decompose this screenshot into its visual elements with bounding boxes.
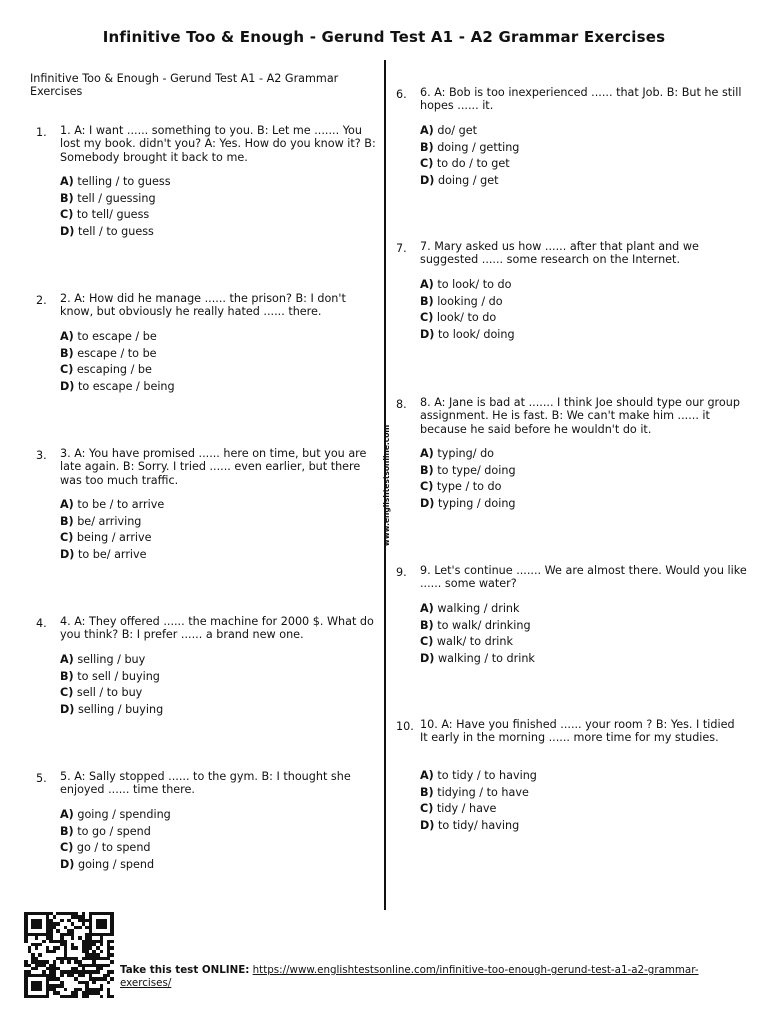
option-text: type / to do bbox=[436, 480, 502, 493]
option-c[interactable] bbox=[420, 635, 535, 652]
option-text: walk/ to drink bbox=[436, 635, 513, 648]
option-d[interactable] bbox=[60, 225, 171, 242]
option-a[interactable] bbox=[420, 447, 516, 464]
take-online-label: Take this test ONLINE: bbox=[120, 964, 250, 976]
option-letter: A) bbox=[60, 330, 74, 343]
question-text: 7. Mary asked us how ...... after that plant and we suggested ...... some research on the Internet. bbox=[420, 240, 699, 267]
option-d[interactable] bbox=[420, 819, 537, 836]
question-number: 9. bbox=[396, 566, 407, 579]
option-letter: A) bbox=[420, 124, 434, 137]
option-text: doing / get bbox=[437, 173, 499, 187]
option-text: to look/ to do bbox=[437, 278, 512, 291]
option-letter: A) bbox=[420, 447, 434, 460]
option-text: doing / getting bbox=[437, 140, 520, 154]
question-text: 6. A: Bob is too inexperienced ...... that Job. B: But he still hopes ...... it. bbox=[420, 86, 742, 113]
option-b[interactable] bbox=[60, 515, 164, 532]
option-letter: A) bbox=[420, 278, 434, 291]
option-text: look/ to do bbox=[436, 311, 497, 324]
answer-options bbox=[60, 498, 164, 564]
option-text: going / spending bbox=[77, 808, 171, 821]
option-c[interactable] bbox=[420, 802, 537, 819]
option-text: do/ get bbox=[437, 124, 477, 137]
option-letter: D) bbox=[60, 857, 75, 871]
watermark-text: www.englishtestsonline.com bbox=[382, 424, 392, 546]
option-text: escape / to be bbox=[77, 346, 157, 360]
option-text: typing / doing bbox=[437, 496, 516, 510]
option-letter: B) bbox=[420, 618, 434, 632]
option-c[interactable] bbox=[60, 208, 171, 225]
option-b[interactable] bbox=[60, 825, 171, 842]
option-b[interactable] bbox=[420, 619, 535, 636]
option-b[interactable] bbox=[420, 141, 519, 158]
answer-options bbox=[60, 175, 171, 241]
option-c[interactable] bbox=[60, 841, 171, 858]
answer-options bbox=[420, 124, 519, 190]
option-text: walking / drink bbox=[437, 602, 520, 615]
option-letter: C) bbox=[60, 363, 74, 376]
option-letter: A) bbox=[420, 602, 434, 615]
option-a[interactable] bbox=[60, 808, 171, 825]
question-text: 1. A: I want ...... something to you. B: Let me ....... You lost my book. didn't you? A: Yes. How do you know it? B: Somebody brought it back to me. bbox=[60, 124, 376, 164]
option-d[interactable] bbox=[420, 497, 516, 514]
option-text: to escape / being bbox=[77, 379, 175, 393]
option-letter: A) bbox=[60, 653, 74, 666]
option-c[interactable] bbox=[420, 311, 515, 328]
option-text: to go / spend bbox=[77, 824, 151, 838]
option-text: tell / to guess bbox=[77, 224, 154, 238]
option-letter: D) bbox=[60, 224, 75, 238]
option-text: to walk/ drinking bbox=[437, 618, 531, 632]
option-text: looking / do bbox=[437, 294, 503, 308]
option-text: walking / to drink bbox=[437, 651, 535, 665]
option-text: tidy / have bbox=[436, 802, 497, 815]
qr-code-icon[interactable] bbox=[24, 912, 114, 998]
question-number: 2. bbox=[36, 294, 47, 307]
option-letter: A) bbox=[60, 498, 74, 511]
option-text: to be / to arrive bbox=[77, 498, 165, 511]
answer-options bbox=[60, 653, 163, 719]
option-letter: D) bbox=[420, 818, 435, 832]
option-d[interactable] bbox=[60, 703, 163, 720]
question-number: 7. bbox=[396, 242, 407, 255]
answer-options bbox=[420, 602, 535, 668]
option-letter: D) bbox=[60, 547, 75, 561]
question-number: 10. bbox=[396, 720, 414, 733]
option-a[interactable] bbox=[60, 175, 171, 192]
option-letter: C) bbox=[420, 635, 434, 648]
option-d[interactable] bbox=[60, 380, 175, 397]
option-text: be/ arriving bbox=[77, 514, 142, 528]
option-b[interactable] bbox=[60, 347, 175, 364]
option-letter: B) bbox=[420, 785, 434, 799]
option-a[interactable] bbox=[60, 498, 164, 515]
question-text: 8. A: Jane is bad at ....... I think Joe should type our group assignment. He is fast. B: We can't make him ...... it because he said before he wouldn't do it. bbox=[420, 396, 740, 436]
question-number: 4. bbox=[36, 617, 47, 630]
option-a[interactable] bbox=[60, 653, 163, 670]
option-text: to look/ doing bbox=[437, 327, 515, 341]
option-b[interactable] bbox=[420, 464, 516, 481]
question-text: 3. A: You have promised ...... here on time, but you are late again. B: Sorry. I tried ...... even earlier, but there was too much traffic. bbox=[60, 447, 367, 487]
option-d[interactable] bbox=[420, 174, 519, 191]
option-letter: D) bbox=[60, 379, 75, 393]
watermark bbox=[381, 420, 393, 550]
option-c[interactable] bbox=[420, 480, 516, 497]
option-text: escaping / be bbox=[76, 363, 152, 376]
answer-options bbox=[420, 278, 515, 344]
option-letter: A) bbox=[60, 175, 74, 188]
option-text: to tidy/ having bbox=[437, 818, 520, 832]
option-text: go / to spend bbox=[76, 841, 151, 854]
option-letter: B) bbox=[60, 514, 74, 528]
page-footer bbox=[0, 908, 768, 1008]
question-number: 8. bbox=[396, 398, 407, 411]
option-letter: A) bbox=[60, 808, 74, 821]
option-b[interactable] bbox=[420, 786, 537, 803]
question-text: 9. Let's continue ....... We are almost there. Would you like ...... some water? bbox=[420, 564, 747, 591]
option-text: to tidy / to having bbox=[437, 769, 537, 782]
option-letter: C) bbox=[60, 841, 74, 854]
option-text: tidying / to have bbox=[437, 785, 529, 799]
option-text: being / arrive bbox=[76, 531, 152, 544]
option-text: selling / buying bbox=[77, 702, 164, 716]
option-letter: B) bbox=[420, 140, 434, 154]
option-a[interactable] bbox=[420, 124, 519, 141]
option-text: to sell / buying bbox=[77, 669, 160, 683]
option-c[interactable] bbox=[60, 686, 163, 703]
option-letter: C) bbox=[420, 311, 434, 324]
option-d[interactable] bbox=[420, 652, 535, 669]
answer-options bbox=[420, 769, 537, 835]
option-text: going / spend bbox=[77, 857, 155, 871]
option-letter: D) bbox=[420, 173, 435, 187]
option-text: to be/ arrive bbox=[77, 547, 147, 561]
option-c[interactable] bbox=[60, 363, 175, 380]
option-c[interactable] bbox=[60, 531, 164, 548]
option-letter: C) bbox=[420, 480, 434, 493]
answer-options bbox=[60, 330, 175, 396]
answer-options bbox=[420, 447, 516, 513]
question-number: 6. bbox=[396, 88, 407, 101]
option-letter: C) bbox=[420, 157, 434, 170]
option-letter: B) bbox=[60, 346, 74, 360]
option-letter: D) bbox=[420, 496, 435, 510]
option-letter: C) bbox=[60, 531, 74, 544]
option-letter: C) bbox=[60, 208, 74, 221]
option-text: to tell/ guess bbox=[76, 208, 150, 221]
option-text: selling / buy bbox=[77, 653, 146, 666]
page-title: Infinitive Too & Enough - Gerund Test A1 - A2 Grammar Exercises bbox=[102, 28, 666, 46]
option-letter: B) bbox=[60, 191, 74, 205]
option-a[interactable] bbox=[60, 330, 175, 347]
option-c[interactable] bbox=[420, 157, 519, 174]
option-a[interactable] bbox=[420, 769, 537, 786]
option-d[interactable] bbox=[60, 858, 171, 875]
question-number: 3. bbox=[36, 449, 47, 462]
option-a[interactable] bbox=[420, 602, 535, 619]
option-letter: B) bbox=[60, 669, 74, 683]
option-a[interactable] bbox=[420, 278, 515, 295]
option-letter: C) bbox=[60, 686, 74, 699]
question-number: 5. bbox=[36, 772, 47, 785]
option-text: to type/ doing bbox=[437, 463, 516, 477]
option-letter: B) bbox=[420, 294, 434, 308]
option-text: telling / to guess bbox=[77, 175, 171, 188]
option-b[interactable] bbox=[60, 192, 171, 209]
question-number: 1. bbox=[36, 126, 47, 139]
question-text: 10. A: Have you finished ...... your room ? B: Yes. I tidied It early in the morning ...... more time for my studies. bbox=[420, 718, 735, 745]
option-text: sell / to buy bbox=[76, 686, 143, 699]
test-url-link[interactable]: https://www.englishtestsonline.com/infinitive-too-enough-gerund-test-a1-a2-grammar-exercises/ bbox=[120, 964, 699, 989]
online-test-link-block bbox=[120, 964, 720, 990]
question-text: 5. A: Sally stopped ...... to the gym. B: I thought she enjoyed ...... time there. bbox=[60, 770, 351, 797]
option-d[interactable] bbox=[60, 548, 164, 565]
worksheet-subtitle: Infinitive Too & Enough - Gerund Test A1 - A2 Grammar Exercises bbox=[30, 72, 339, 99]
option-letter: D) bbox=[420, 327, 435, 341]
option-text: tell / guessing bbox=[77, 191, 156, 205]
question-text: 2. A: How did he manage ...... the prison? B: I don't know, but obviously he really hated ...... there. bbox=[60, 292, 346, 319]
option-text: to escape / be bbox=[77, 330, 157, 343]
option-text: to do / to get bbox=[436, 157, 510, 170]
option-letter: B) bbox=[60, 824, 74, 838]
option-text: typing/ do bbox=[437, 447, 495, 460]
option-letter: C) bbox=[420, 802, 434, 815]
option-letter: B) bbox=[420, 463, 434, 477]
option-d[interactable] bbox=[420, 328, 515, 345]
option-letter: A) bbox=[420, 769, 434, 782]
option-letter: D) bbox=[60, 702, 75, 716]
option-b[interactable] bbox=[420, 295, 515, 312]
option-b[interactable] bbox=[60, 670, 163, 687]
option-letter: D) bbox=[420, 651, 435, 665]
answer-options bbox=[60, 808, 171, 874]
question-text: 4. A: They offered ...... the machine for 2000 $. What do you think? B: I prefer ...... a brand new one. bbox=[60, 615, 374, 642]
